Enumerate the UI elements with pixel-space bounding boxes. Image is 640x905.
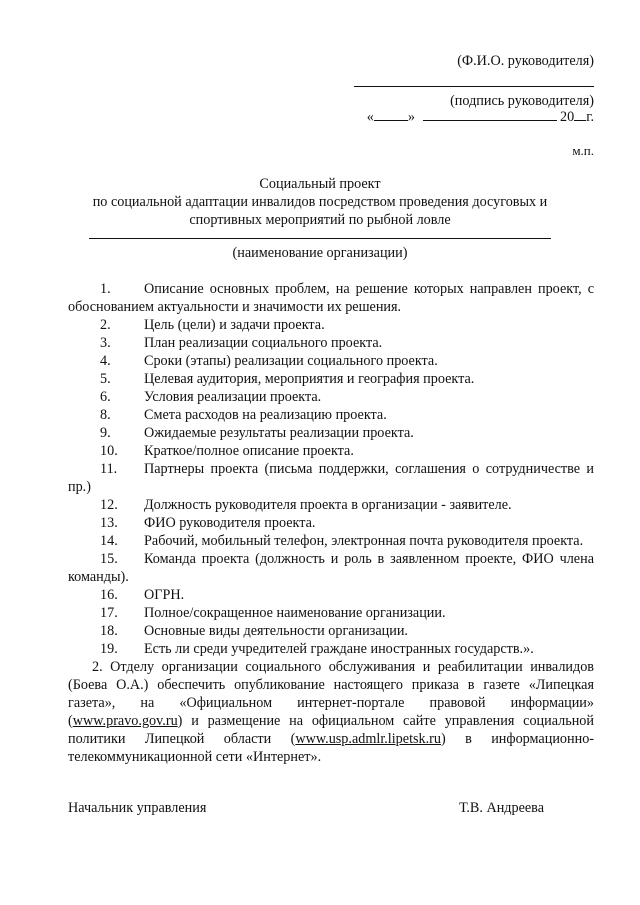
date-year-blank — [574, 120, 586, 121]
list-item — [68, 496, 594, 514]
list-item — [68, 586, 594, 604]
list-item-text: Краткое/полное описание проекта. — [144, 443, 354, 459]
list-item-number: 18. — [100, 623, 118, 639]
list-item-number: 10. — [100, 443, 118, 459]
list-item-text: Ожидаемые результаты реализации проекта. — [144, 425, 414, 441]
list-item-text: Есть ли среди учредителей граждане иностранных государств.». — [144, 641, 534, 657]
title-line-1: Социальный проект — [259, 176, 381, 192]
list-item-number: 17. — [100, 605, 118, 621]
title-line-3: спортивных мероприятий по рыбной ловле — [189, 212, 451, 228]
list-item-text: Рабочий, мобильный телефон, электронная почта руководителя проекта. — [144, 533, 584, 549]
fio-caption: (Ф.И.О. руководителя) — [457, 53, 594, 69]
list-item-number: 14. — [100, 533, 118, 549]
date-close-quote: » — [407, 109, 415, 125]
list-item — [68, 424, 594, 442]
list-item-number: 8. — [100, 407, 111, 423]
list-item-text: Партнеры проекта (письма поддержки, соглашения о сотрудничестве и пр.) — [68, 461, 594, 495]
list-item-text: ОГРН. — [144, 587, 185, 603]
list-item — [68, 514, 594, 532]
date-open-quote: « — [366, 109, 374, 125]
header-fio — [457, 52, 594, 70]
org-name-caption: (наименование организации) — [232, 245, 408, 261]
list-item — [68, 550, 594, 586]
list-item-number: 13. — [100, 515, 118, 531]
stamp-mark — [572, 142, 594, 160]
list-item-text: Основные виды деятельности организации. — [144, 623, 408, 639]
list-item — [68, 370, 594, 388]
list-item-number: 6. — [100, 389, 111, 405]
date-year: 20 — [560, 109, 575, 125]
list-item-number: 9. — [100, 425, 111, 441]
list-item-text: План реализации социального проекта. — [144, 335, 383, 351]
list-item-text: ФИО руководителя проекта. — [144, 515, 316, 531]
list-item-number: 11. — [100, 461, 118, 477]
list-item — [68, 532, 594, 550]
order-paragraph — [68, 658, 594, 766]
list-item-number: 5. — [100, 371, 111, 387]
list-item-text: Смета расходов на реализацию проекта. — [144, 407, 387, 423]
list-item-number: 4. — [100, 353, 111, 369]
date-suffix: г. — [586, 109, 594, 125]
list-item-number: 12. — [100, 497, 118, 513]
list-item — [68, 442, 594, 460]
list-item — [68, 352, 594, 370]
signer-position: Начальник управления — [68, 800, 207, 816]
pravo-link[interactable]: www.pravo.gov.ru — [72, 713, 178, 729]
order-text-part2: ) и размещение на официальном сайте управления социальной политики Липецкой области ( — [68, 713, 594, 747]
list-item — [68, 316, 594, 334]
signature-block — [354, 72, 594, 110]
list-item — [68, 640, 594, 658]
list-item — [68, 406, 594, 424]
list-item — [68, 622, 594, 640]
requirements-list — [68, 280, 594, 658]
signer-name: Т.В. Андреева — [459, 800, 544, 816]
list-item — [68, 460, 594, 496]
list-item-text: Цель (цели) и задачи проекта. — [144, 317, 325, 333]
date-line — [367, 108, 594, 126]
list-item-text: Команда проекта (должность и роль в заявленном проекте, ФИО члена команды). — [68, 551, 594, 585]
order-paragraph-text — [68, 658, 594, 766]
list-item-number: 2. — [100, 317, 111, 333]
date-month-blank — [423, 120, 557, 121]
order-text-part3: ) в информационно-телекоммуникационной сети «Интернет». — [68, 731, 595, 765]
list-item-number: 3. — [100, 335, 111, 351]
document-title — [0, 175, 640, 229]
list-item — [68, 280, 594, 316]
list-item-number: 15. — [100, 551, 118, 567]
stamp-label: м.п. — [572, 143, 594, 158]
signature-row — [68, 800, 544, 817]
list-item-text: Полное/сокращенное наименование организации. — [144, 605, 446, 621]
org-name-line — [89, 226, 551, 239]
signature-line — [354, 72, 594, 87]
list-item-text: Условия реализации проекта. — [144, 389, 322, 405]
list-item — [68, 604, 594, 622]
list-item-text: Должность руководителя проекта в организации - заявителе. — [144, 497, 512, 513]
list-item-text: Описание основных проблем, на решение которых направлен проект, с обоснованием актуальности и значимости их решения. — [68, 281, 594, 315]
list-item-number: 19. — [100, 641, 118, 657]
date-day-blank — [374, 120, 408, 121]
usp-link[interactable]: www.usp.admlr.lipetsk.ru — [295, 731, 441, 747]
order-text-part1: 2. Отделу организации социального обслуживания и реабилитации инвалидов (Боева О.А.) обеспечить опубликование настоящего приказа в газете «Липецкая газета», на «Официальном интернет-портале правовой информации» ( — [68, 659, 594, 729]
title-line-2: по социальной адаптации инвалидов посредством проведения досуговых и — [92, 194, 548, 210]
signature-caption: (подпись руководителя) — [450, 93, 594, 109]
list-item — [68, 388, 594, 406]
list-item — [68, 334, 594, 352]
list-item-text: Сроки (этапы) реализации социального проекта. — [144, 353, 438, 369]
list-item-number: 16. — [100, 587, 118, 603]
list-item-text: Целевая аудитория, мероприятия и география проекта. — [144, 371, 475, 387]
org-name-block — [0, 226, 640, 262]
list-item-number: 1. — [100, 281, 111, 297]
